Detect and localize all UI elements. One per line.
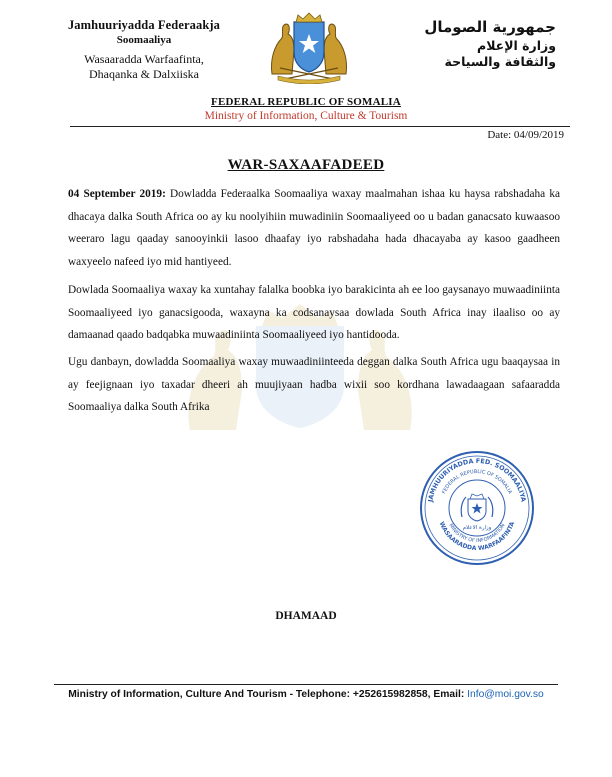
footer-contact bbox=[0, 689, 612, 700]
document-title: WAR-SAXAAFADEED bbox=[227, 157, 385, 173]
footer-email-link[interactable]: Info@moi.gov.so bbox=[464, 689, 544, 700]
header-divider bbox=[70, 126, 570, 127]
header-ministry-arabic-1: وزارة الإعلام bbox=[477, 38, 556, 53]
ministry-subheading: Ministry of Information, Culture & Tourism bbox=[204, 110, 408, 122]
header-ministry-somali-1: Wasaaradda Warfaafinta, bbox=[84, 52, 204, 66]
paragraph-1 bbox=[68, 183, 560, 273]
federal-republic-heading: FEDERAL REPUBLIC OF SOMALIA bbox=[211, 96, 401, 108]
header-republic-somali: Jamhuuriyadda Federaakja bbox=[67, 18, 221, 32]
header-ministry-somali-2: Dhaqanka & Dalxiiska bbox=[89, 67, 199, 81]
stamp-arabic-text: وزارة الاعلام bbox=[462, 525, 492, 531]
paragraph-2: Dowlada Soomaaliya waxay ka xuntahay falalka boobka iyo barakicinta ah ee loo gaysanayo muwaadiniinta Soomaaliyeed iyo ganacsigooda, waxayna ka codsanaysaa dowlada South Africa inay ilaaliso oo ay damaanad qaado badqabka muwaadiniinta Soomaaliyeed iyo hantidooda. bbox=[68, 284, 560, 341]
paragraph-3: Ugu danbayn, dowladda Soomaaliya waxay muwaadiniinteeda deggan dalka South Africa ugu baaqaysaa in ay feejignaan iyo taxadar dheeri ah muujiyaan hadba wixii soo kordhana lawadaagaan safaaradda Soomaaliya dalka South Afrika bbox=[68, 356, 560, 413]
stamp-inner-top-text: FEDERAL REPUBLIC OF SOMALIA bbox=[441, 468, 513, 496]
header-ministry-arabic-2: والثقافة والسياحة bbox=[444, 54, 556, 69]
official-stamp-seal bbox=[418, 449, 536, 567]
footer-text: Ministry of Information, Culture And Tourism - Telephone: +252615982858, Email: bbox=[68, 689, 465, 700]
stamp-inner-bottom-text: MINISTRY OF INFORMATION bbox=[447, 522, 507, 545]
header-republic-arabic: جمهورية الصومال bbox=[424, 18, 556, 36]
letterhead-somali bbox=[34, 18, 254, 82]
coat-of-arms-icon bbox=[266, 10, 352, 84]
stamp-outer-bottom-text: WASAARADDA WARFAAFINTA bbox=[437, 520, 517, 553]
stamp-outer-top-text: JAMHUURIYADDA FED. SOOMAALIYA bbox=[426, 456, 528, 503]
header-country-somali: Soomaaliya bbox=[116, 34, 172, 46]
paragraph-1-text: Dowladda Federaalka Soomaaliya waxay maalmahan ishaa ku haysa rabshadaha ka dhacaya dalka South Africa oo ay ku noolyihiin muwadiniin Soomaaliyeed oo u badan ganacsato kuwaasoo weeraro lagu qaaday sanooyinkii lasoo dhaafay iyo rabshadaha hada dhacayaba ay kasoo gaadheen waxyeelo nafeed iyo mid hantiyeed. bbox=[68, 188, 560, 268]
document-date: Date: 04/09/2019 bbox=[487, 129, 564, 141]
letterhead-arabic bbox=[406, 18, 556, 69]
closing-word: DHAMAAD bbox=[275, 610, 337, 622]
footer-divider bbox=[54, 684, 558, 685]
paragraph-1-date: 04 September 2019: bbox=[68, 188, 166, 200]
